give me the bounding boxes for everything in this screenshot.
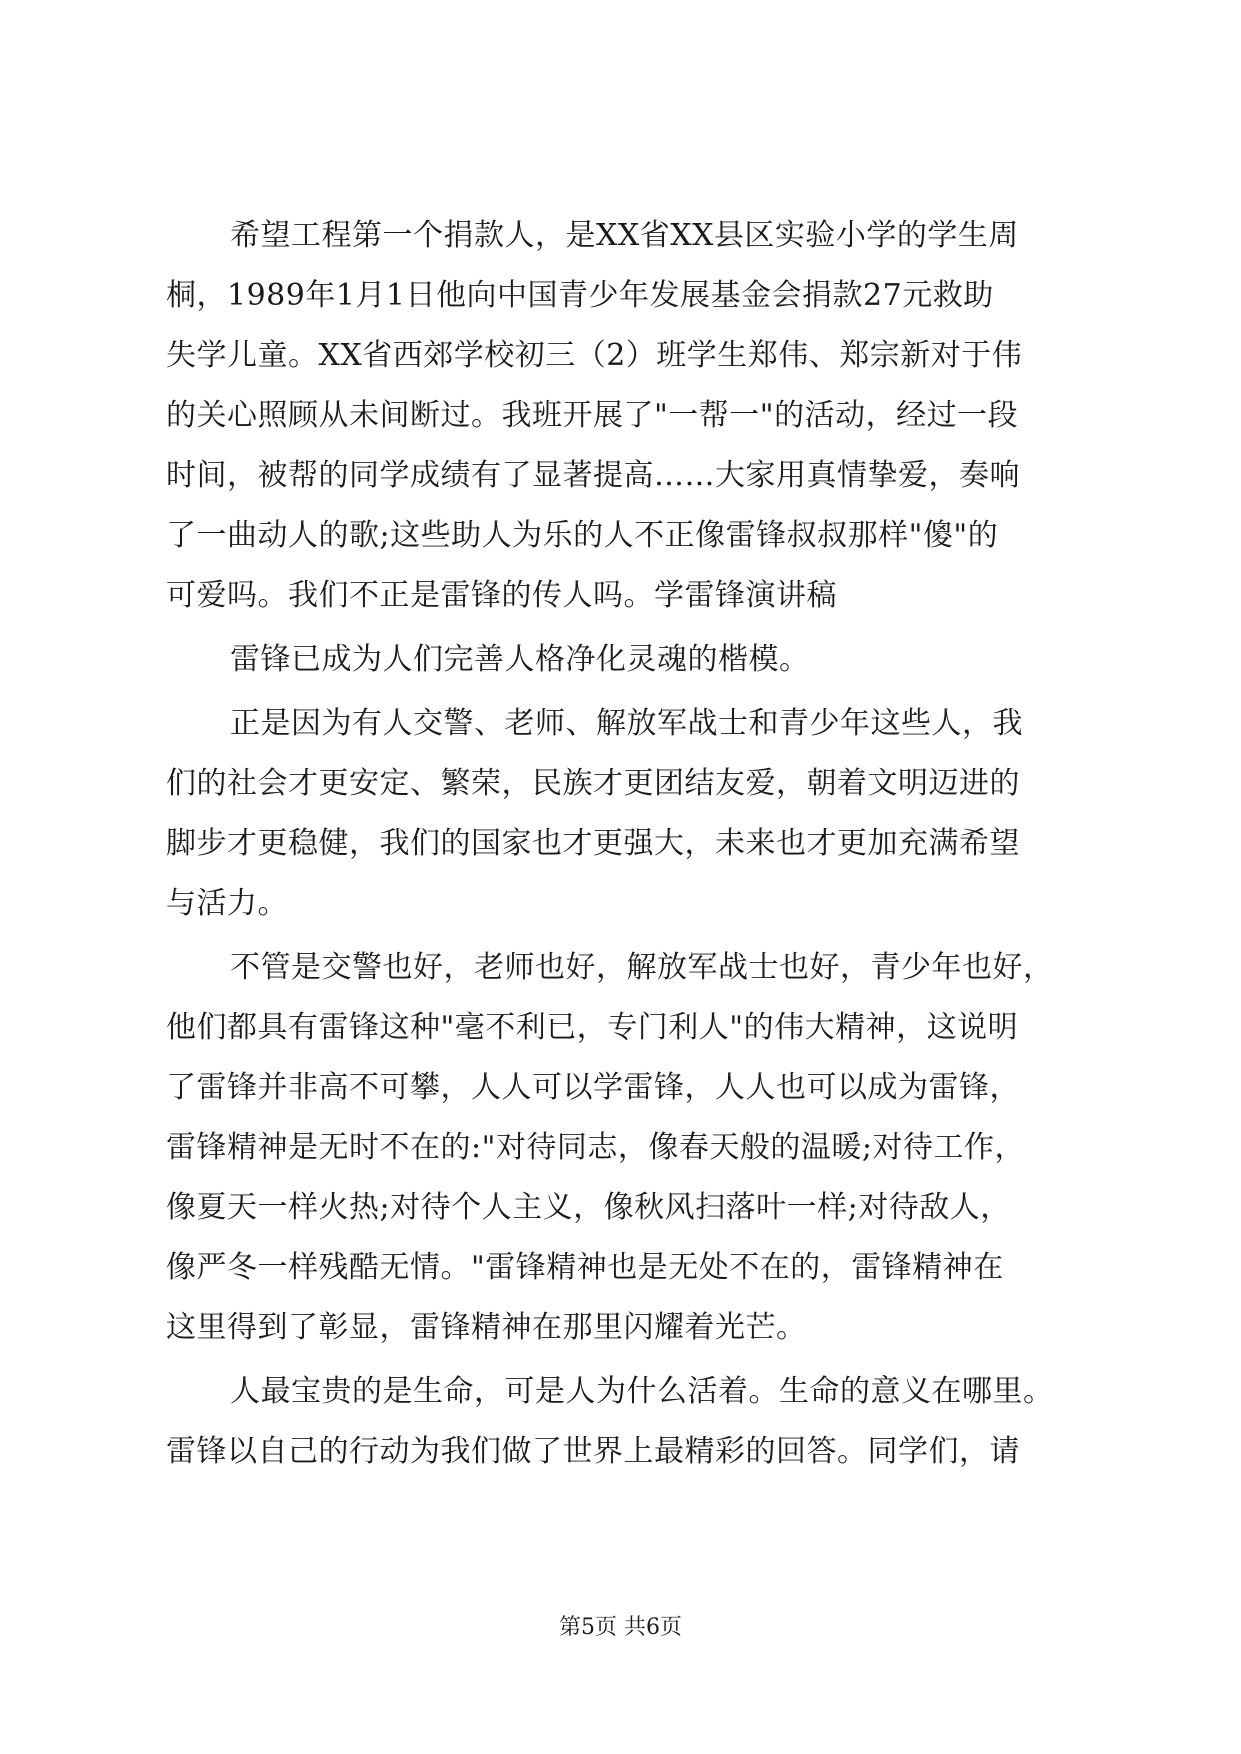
paragraph bbox=[166, 206, 1081, 626]
text-line: 的关心照顾从未间断过。我班开展了"一帮一"的活动，经过一段 bbox=[166, 398, 1019, 433]
text-line: 脚步才更稳健，我们的国家也才更强大，未来也才更加充满希望 bbox=[166, 826, 1020, 861]
paragraph bbox=[166, 694, 1081, 934]
paragraph bbox=[166, 1362, 1081, 1482]
text-line: 正是因为有人交警、老师、解放军战士和青少年这些人，我 bbox=[230, 706, 1023, 741]
text-line: 人最宝贵的是生命，可是人为什么活着。生命的意义在哪里。 bbox=[230, 1374, 1054, 1409]
text-line: 们的社会才更安定、繁荣，民族才更团结友爱，朝着文明迈进的 bbox=[166, 766, 1020, 801]
text-line: 了雷锋并非高不可攀，人人可以学雷锋，人人也可以成为雷锋， bbox=[166, 1070, 1020, 1105]
text-line: 不管是交警也好，老师也好，解放军战士也好，青少年也好， bbox=[230, 950, 1054, 985]
text-line: 桐，1989年1月1日他向中国青少年发展基金会捐款27元救助 bbox=[166, 278, 994, 313]
text-line: 雷锋已成为人们完善人格净化灵魂的楷模。 bbox=[230, 642, 810, 677]
page-number-footer: 第5页 共6页 bbox=[559, 1615, 682, 1640]
text-line: 了一曲动人的歌;这些助人为乐的人不正像雷锋叔叔那样"傻"的 bbox=[166, 518, 999, 553]
text-line: 他们都具有雷锋这种"毫不利已，专门利人"的伟大精神，这说明 bbox=[166, 1010, 1019, 1045]
paragraph bbox=[166, 630, 1081, 690]
text-line: 与活力。 bbox=[166, 886, 288, 921]
paragraph bbox=[166, 938, 1081, 1358]
text-line: 时间，被帮的同学成绩有了显著提高……大家用真情挚爱，奏响 bbox=[166, 458, 1020, 493]
text-line: 希望工程第一个捐款人，是XX省XX县区实验小学的学生周 bbox=[230, 218, 1019, 253]
text-line: 像夏天一样火热;对待个人主义，像秋风扫落叶一样;对待敌人， bbox=[166, 1190, 1011, 1225]
text-line: 这里得到了彰显，雷锋精神在那里闪耀着光芒。 bbox=[166, 1310, 807, 1345]
text-line: 雷锋以自己的行动为我们做了世界上最精彩的回答。同学们，请 bbox=[166, 1434, 1020, 1469]
text-line: 可爱吗。我们不正是雷锋的传人吗。学雷锋演讲稿 bbox=[166, 578, 837, 613]
text-line: 像严冬一样残酷无情。"雷锋精神也是无处不在的，雷锋精神在 bbox=[166, 1250, 1004, 1285]
text-line: 雷锋精神是无时不在的:"对待同志，像春天般的温暖;对待工作， bbox=[166, 1130, 1026, 1165]
document-body bbox=[166, 206, 1081, 1482]
text-line: 失学儿童。XX省西郊学校初三（2）班学生郑伟、郑宗新对于伟 bbox=[166, 338, 1023, 373]
